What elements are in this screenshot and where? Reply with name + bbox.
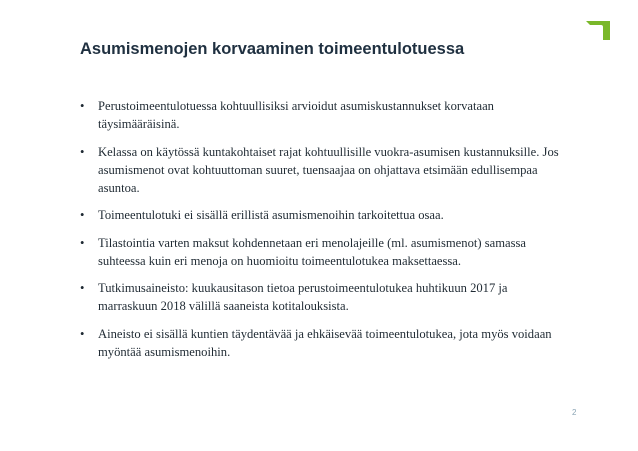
bullet-item (80, 143, 570, 197)
bullet-text: Toimeentulotuki ei sisällä erillistä asumismenoihin tarkoitettua osaa. (98, 208, 444, 222)
bullet-list (80, 97, 570, 370)
bullet-text: Tilastointia varten maksut kohdennetaan eri menolajeille (ml. asumismenot) samassa suhteessa kuin eri menoja on huomioitu toimeentulotukea maksettaessa. (98, 235, 526, 268)
corner-logo-mark (586, 18, 612, 40)
bullet-item (80, 279, 570, 315)
bullet-item (80, 234, 570, 270)
bullet-marker: • (80, 326, 85, 341)
bullet-marker: • (80, 208, 85, 222)
bullet-item (80, 325, 570, 361)
bullet-item (80, 206, 570, 224)
bullet-marker: • (80, 144, 85, 159)
bullet-text: Aineisto ei sisällä kuntien täydentävää ja ehkäisevää toimeentulotukea, jota myös voidaan myöntää asumismenoihin. (98, 326, 552, 359)
bullet-item (80, 97, 570, 133)
page-number: 2 (572, 408, 577, 417)
bullet-text: Perustoimeentulotuessa kohtuullisiksi arvioidut asumiskustannukset korvataan täysimääräisinä. (98, 99, 494, 131)
bullet-marker: • (80, 235, 85, 250)
bullet-text: Kelassa on käytössä kuntakohtaiset rajat kohtuullisille vuokra-asumisen kustannuksille. Jos asumismenot ovat kohtuuttoman suuret, tuensaajaa on ohjattava etsimään edullisempaa asuntoa. (98, 144, 559, 195)
bullet-marker: • (80, 99, 85, 113)
bullet-marker: • (80, 281, 85, 295)
bullet-text: Tutkimusaineisto: kuukausitason tietoa perustoimeentulotukea huhtikuun 2017 ja marraskuun 2018 välillä saaneista kotitalouksista. (98, 281, 508, 313)
slide-title: Asumismenojen korvaaminen toimeentulotuessa (80, 40, 465, 58)
